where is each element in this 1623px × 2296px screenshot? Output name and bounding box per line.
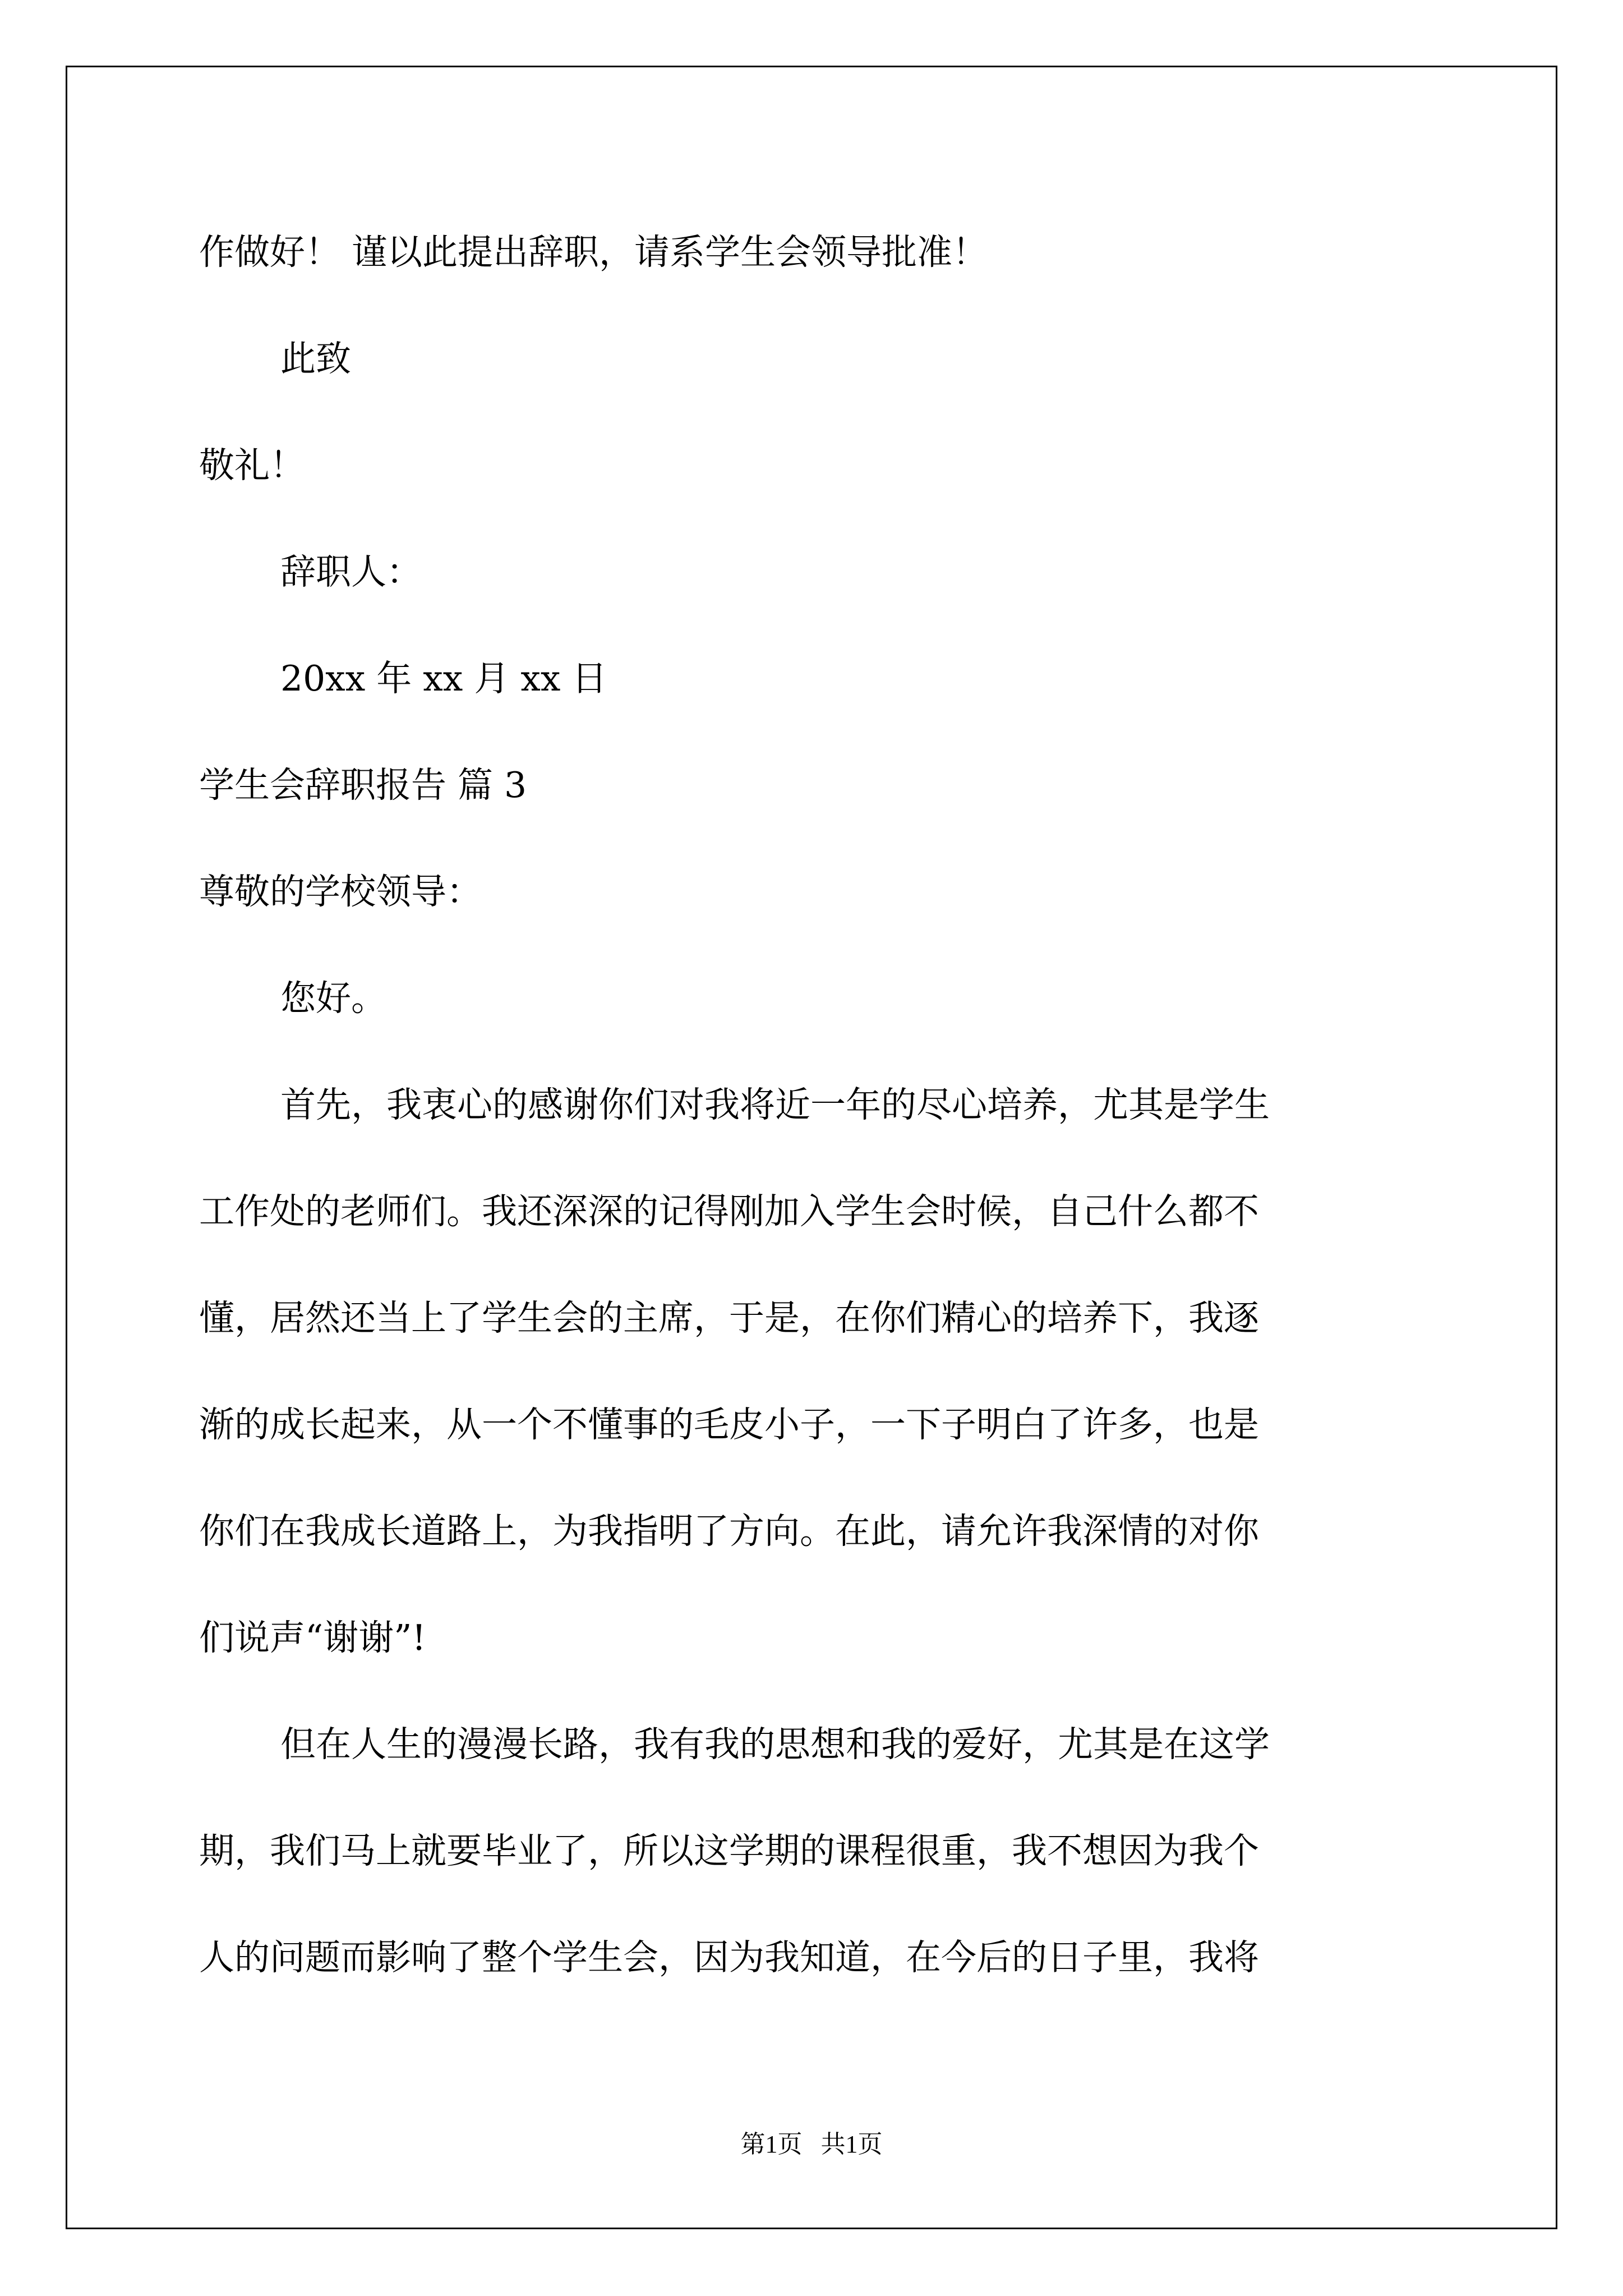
paragraph-line: 们说声“谢谢”!	[199, 1617, 426, 1658]
page-number-footer: 第1页 共1页	[740, 2131, 883, 2158]
text-line-closing-request: 作做好！ 谨以此提出辞职，请系学生会领导批准！	[199, 232, 988, 273]
section-heading: 学生会辞职报告 篇 3	[199, 765, 527, 806]
paragraph-line: 人的问题而影响了整个学生会，因为我知道，在今后的日子里，我将	[199, 1937, 1259, 1978]
page-border	[66, 66, 1557, 2229]
text-line-regards: 敬礼！	[199, 445, 305, 486]
paragraph-line: 但在人生的漫漫长路，我有我的思想和我的爱好，尤其是在这学	[280, 1724, 1270, 1765]
text-line-date: 20xx 年 xx 月 xx 日	[280, 658, 607, 699]
text-line-salutation: 此致	[280, 338, 351, 379]
paragraph-line: 渐的成长起来，从一个不懂事的毛皮小子，一下子明白了许多，也是	[199, 1404, 1259, 1445]
paragraph-line: 工作处的老师们。我还深深的记得刚加入学生会时候，自己什么都不	[199, 1191, 1259, 1232]
paragraph-line: 懂，居然还当上了学生会的主席，于是，在你们精心的培养下，我逐	[199, 1297, 1259, 1338]
paragraph-line: 首先，我衷心的感谢你们对我将近一年的尽心培养，尤其是学生	[280, 1084, 1270, 1125]
text-line-signer: 辞职人：	[280, 551, 422, 592]
paragraph-line: 你们在我成长道路上，为我指明了方向。在此，请允许我深情的对你	[199, 1511, 1259, 1552]
paragraph-line: 期，我们马上就要毕业了，所以这学期的课程很重，我不想因为我个	[199, 1830, 1259, 1871]
text-line-addressee: 尊敬的学校领导：	[199, 871, 482, 912]
text-line-greeting: 您好。	[280, 978, 386, 1019]
